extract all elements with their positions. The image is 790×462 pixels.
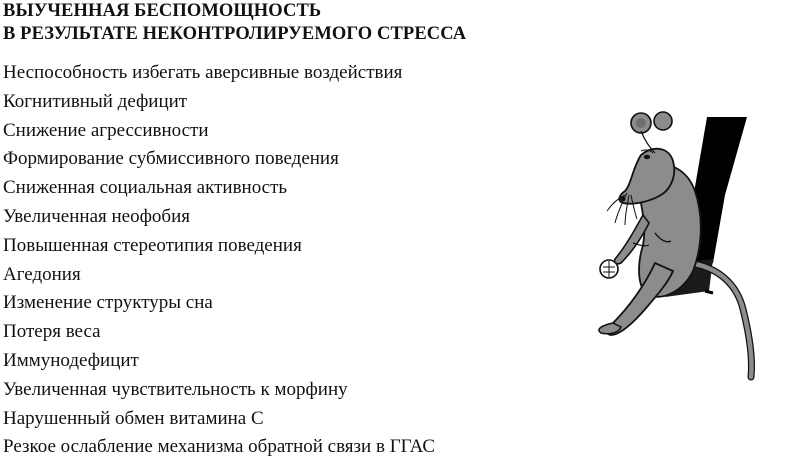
heading-line-2: В РЕЗУЛЬТАТЕ НЕКОНТРОЛИРУЕМОГО СТРЕССА (3, 24, 467, 44)
chair-leg (705, 291, 713, 293)
list-item: Агедония (3, 263, 81, 285)
list-item: Снижение агрессивности (3, 119, 209, 141)
list-item: Резкое ослабление механизма обратной связи в ГГАС (3, 436, 436, 458)
list-item: Иммунодефицит (3, 349, 139, 371)
heading (3, 0, 466, 46)
rat-eye (644, 155, 650, 159)
rat-illustration (585, 95, 790, 385)
list-item: Увеличенная чувствительность к морфину (3, 378, 348, 400)
list-item: Формирование субмиссивного поведения (3, 148, 339, 170)
list-item: Нарушенный обмен витамина С (3, 407, 264, 429)
list-item: Изменение структуры сна (3, 292, 213, 314)
rat-ear (654, 112, 672, 130)
symptom-list (3, 59, 435, 462)
list-item: Сниженная социальная активность (3, 177, 288, 199)
heading-line-1: ВЫУЧЕННАЯ БЕСПОМОЩНОСТЬ (3, 1, 322, 21)
list-item: Потеря веса (3, 321, 101, 343)
list-item: Увеличенная неофобия (3, 205, 190, 227)
list-item: Неспособность избегать аверсивные воздействия (3, 62, 403, 83)
list-item: Повышенная стереотипия поведения (3, 234, 302, 256)
list-item: Когнитивный дефицит (3, 90, 188, 112)
